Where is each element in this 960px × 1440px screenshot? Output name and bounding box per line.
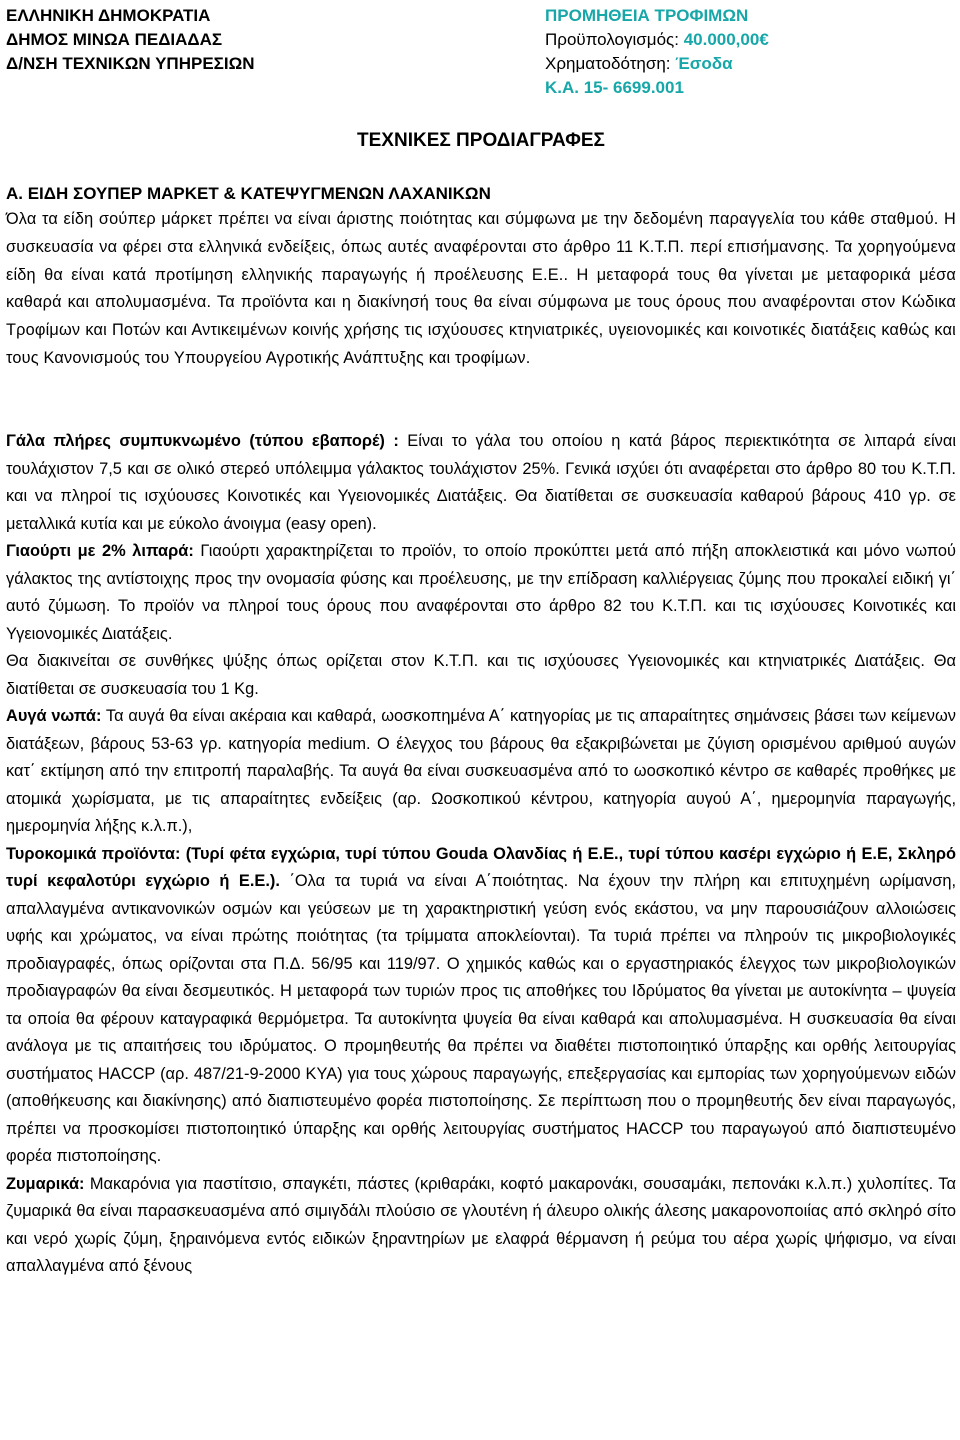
issuer-block (6, 4, 254, 76)
product-paragraph (6, 841, 956, 1171)
funding-value: Έσοδα (675, 54, 733, 73)
product-description: Τα αυγά θα είναι ακέραια και καθαρά, ωοσκοπημένα Α΄ κατηγορίας με τις απαραίτητες σημάνσεις βάσει των κείμενων διατάξεων, βάρους 53-63 γρ. κατηγορία medium. Ο έλεγχος του βάρους θα εξακριβώνεται με ζύγιση ορισμένου αριθμού αυγών κατ΄ εκτίμηση από την επιτροπή παραλαβής. Τα αυγά θα είναι συσκευασμένα από το ωοσκοπικό κέντρο σε καθαρές προθήκες με ατομικά χωρίσματα, με τις απαραίτητες ενδείξεις (αρ. Ωοσκοπικού κέντρου, κατηγορία αυγού Α΄, ημερομηνία παραγωγής, ημερομηνία λήξης κ.λ.π.), (6, 707, 956, 835)
budget-code: Κ.Α. 15- 6699.001 (545, 78, 684, 97)
product-paragraph (6, 428, 956, 538)
budget-value: 40.000,00€ (683, 30, 769, 49)
issuer-department: Δ/ΝΣΗ ΤΕΧΝΙΚΩΝ ΥΠΗΡΕΣΙΩΝ (6, 54, 255, 73)
product-description: Γιαούρτι χαρακτηρίζεται το προϊόν, το οποίο προκύπτει μετά από πήξη αποκλειστικά και μόνο νωπού γάλακτος της αντίστοιχης προς την ονομασία φύσης και προέλευσης, με την επίδραση καλλιέργειας ζύμης που προκαλεί ειδική γι΄ αυτό ζύμωση. Το προϊόν να πληροί τους όρους που αναφέρονται στο άρθρο 82 του Κ.Τ.Π. και τις ισχύουσες Κοινοτικές και Υγειονομικές Διατάξεις. (6, 542, 956, 643)
product-paragraph (6, 1171, 956, 1281)
product-name: Τυροκομικά προϊόντα: (Τυρί φέτα εγχώρια, τυρί τύπου Gouda Ολανδίας ή Ε.Ε., τυρί τύπου κασέρι εγχώριο ή Ε.Ε, Σκληρό τυρί κεφαλοτύρι εγχώριο ή Ε.Ε.). (6, 844, 956, 890)
product-description: Θα διακινείται σε συνθήκες ψύξης όπως ορίζεται στον Κ.Τ.Π. και τις ισχύουσες Υγειονομικές και κτηνιατρικές Διατάξεις. Θα διατίθεται σε συσκευασία του 1 Kg. (6, 652, 956, 698)
product-name: Γιαούρτι με 2% λιπαρά: (6, 542, 194, 560)
intro-paragraph: Όλα τα είδη σούπερ μάρκετ πρέπει να είναι άριστης ποιότητας και σύμφωνα με την δεδομένη παραγγελία του κάθε σταθμού. Η συσκευασία να φέρει στα ελληνικά ενδείξεις, όπως αυτές αναφέρονται στο άρθρο 11 Κ.Τ.Π. περί επισήμανσης. Τα χορηγούμενα είδη θα είναι κατά προτίμηση ελληνικής παραγωγής ή προέλευσης Ε.Ε.. Η μεταφορά τους θα γίνεται με μεταφορικά μέσα καθαρά και απολυμασμένα. Τα προϊόντα και η διακίνησή τους θα είναι σύμφωνα με τους όρους που αναφέρονται στον Κώδικα Τροφίμων και Ποτών και Αντικειμένων κοινής χρήσης τις ισχύουσες κτηνιατρικές, υγειονομικές και κοινοτικές διατάξεις καθώς και τους Κανονισμούς του Υπουργείου Αγροτικής Ανάπτυξης και τροφίμων. (6, 210, 956, 367)
issuer-municipality: ΔΗΜΟΣ ΜΙΝΩΑ ΠΕΔΙΑΔΑΣ (6, 30, 223, 49)
product-name: Γάλα πλήρες συμπυκνωμένο (τύπου εβαπορέ) : (6, 432, 399, 450)
product-name: Ζυμαρικά: (6, 1174, 85, 1193)
product-description: ΄Ολα τα τυριά να είναι Α΄ποιότητας. Να έχουν την πλήρη και επιτυχημένη ωρίμανση, απαλλαγμένα αντικανονικών οσμών και γεύσεων με τη χαρακτηριστική γεύση ενός εκάστου, να μην παρουσιάζουν αλλοιώσεις υφής και χρώματος, να είναι πρώτης ποιότητας (τα τρίμματα αποκλείονται). Τα τυριά πρέπει να πληρούν τις μικροβιολογικές προδιαγραφές, όπως ορίζονται στα Π.Δ. 56/95 και 119/97. Ο χημικός καθώς και ο εργαστηριακός έλεγχος των μικροβιολογικών προδιαγραφών θα είναι δεσμευτικός. Η μεταφορά των τυριών προς τις αποθήκες του Ιδρύματος θα γίνεται με αυτοκίνητα – ψυγεία τα οποία θα φέρουν καταγραφικά θερμόμετρα. Τα αυτοκίνητα ψυγεία θα είναι καθαρά και απολυμασμένα. Η συσκευασία θα είναι ανάλογα με τις απαιτήσεις του ιδρύματος. Ο προμηθευτής θα πρέπει να διαθέτει πιστοποιητικό ύπαρξης και ορθής λειτουργίας συστήματος HACCP (αρ. 487/21-9-2000 ΚΥΑ) για τους χώρους παραγωγής, επεξεργασίας και εμπορίας των χορηγούμενων ειδών (αποθήκευσης και διακίνησης) από διαπιστευμένο φορέα πιστοποίησης. Σε περίπτωση που ο προμηθευτής δεν είναι παραγωγός, πρέπει να προσκομίσει πιστοποιητικό ύπαρξης και ορθής λειτουργίας συστήματος HACCP του παραγωγού από διαπιστευμένο φορέα πιστοποίησης. (6, 872, 956, 1165)
budget-label: Προϋπολογισμός: (545, 30, 684, 49)
procurement-title: ΠΡΟΜΗΘΕΙΑ ΤΡΟΦΙΜΩΝ (545, 6, 749, 25)
document-title: ΤΕΧΝΙΚΕΣ ΠΡΟΔΙΑΓΡΑΦΕΣ (357, 130, 605, 151)
funding-label: Χρηματοδότηση: (545, 54, 676, 73)
section-a-title: Α. ΕΙΔΗ ΣΟΥΠΕΡ ΜΑΡΚΕΤ & ΚΑΤΕΨΥΓΜΕΝΩΝ ΛΑΧΑΝΙΚΩΝ (6, 184, 491, 203)
product-paragraph (6, 703, 956, 841)
procurement-block (545, 4, 769, 100)
funding-row (545, 52, 769, 76)
product-description: Είναι το γάλα του οποίου η κατά βάρος περιεκτικότητα σε λιπαρά είναι τουλάχιστον 7,5 και σε ολικό στερεό υπόλειμμα γάλακτος τουλάχιστον 25%. Γενικά ισχύει ότι αναφέρεται στο άρθρο 80 του Κ.Τ.Π. και να πληροί τις ισχύουσες Κοινοτικές και Υγειονομικές Διατάξεις. Θα διατίθεται σε συσκευασία καθαρού βάρους 410 γρ. σε μεταλλικά κυτία και με εύκολο άνοιγμα (easy open). (6, 432, 956, 533)
product-description: Μακαρόνια για παστίτσιο, σπαγκέτι, πάστες (κριθαράκι, κοφτό μακαρονάκι, σουσαμάκι, πεπονάκι κ.λ.π.) χυλοπίτες. Τα ζυμαρικά θα είναι παρασκευασμένα από σιμιγδάλι πλούσιο σε γλουτένη ή άλευρο ολικής άλεσης μακαρονοποιίας από σκληρό σίτο και νερό χωρίς ζύμη, ξηραινόμενα εντός ειδικών ξηραντηρίων με ελαφρά θέρμανση ή ρεύμα του αέρα χωρίς ψήφισμο, να είναι απαλλαγμένα από ξένους (6, 1174, 956, 1275)
product-paragraph (6, 648, 956, 703)
products-list (6, 428, 956, 1281)
issuer-country: ΕΛΛΗΝΙΚΗ ΔΗΜΟΚΡΑΤΙΑ (6, 6, 211, 25)
budget-row (545, 28, 769, 52)
product-paragraph (6, 538, 956, 648)
product-name: Αυγά νωπά: (6, 707, 102, 725)
